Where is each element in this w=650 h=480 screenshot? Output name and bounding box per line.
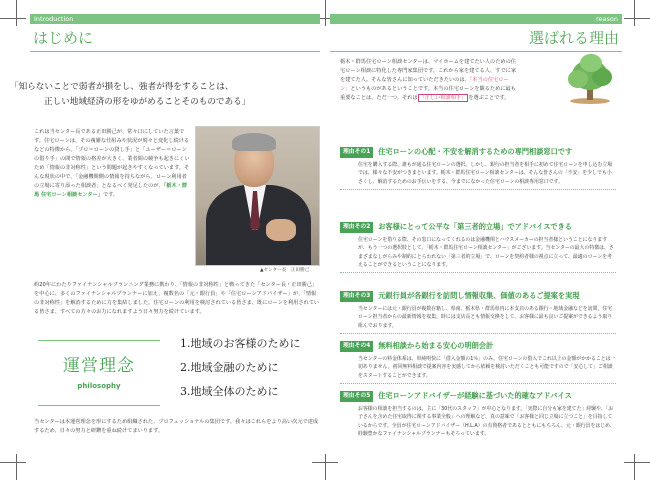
- section-band: Introduction: [30, 14, 320, 24]
- right-page: [330, 14, 622, 466]
- reason-body: 住宅を購入する際、誰もが通る住宅ローンの選択。しかし、銀行の担当者を相手に初めて住宅ローンを申し込む立場では、様々な不安がつきまといます。栃木・群馬住宅ローン相談センターは、そんな皆さんの「不安」を少しでも小さくし、解消するためのお手伝いをする、今までになかった住宅ローンの相談専用窓口です。: [358, 162, 613, 185]
- director-photo: [195, 126, 320, 266]
- philosophy-heading: [38, 340, 160, 406]
- reason-title: お客様にとって公平な「第三者的立場」でアドバイスできる: [378, 222, 572, 231]
- intro-paragraph: [34, 128, 190, 200]
- text-run: です。: [102, 192, 119, 198]
- crop-mark: [16, 0, 17, 26]
- reason-item-4: [340, 340, 616, 384]
- reason-intro: [340, 58, 516, 103]
- reason-label: 理由その2: [340, 222, 373, 233]
- quote-line: 正しい地域経済の形をゆがめることそのものである」: [44, 97, 251, 107]
- text-run: 栃木・群馬住宅ローン相談センターは、マイホームを建てたい人のための住宅ローン相談に特化した専門家集団です。これから家を建てる人、すでに家を建てた人。そんな皆さんに知っていただきたいのは、: [340, 59, 517, 83]
- photo-caption: ▲センター長 正田勝己: [260, 268, 310, 273]
- reason-label: 理由その3: [340, 291, 373, 302]
- reason-body: お客様の相談を担当するのは、主に「30代のスタッフ」が中心となります。「実際に自分も家を建てた」経験や、「お子さんを含めた住宅取得に関する事業全般」への理解など、真の意味で「お客様と同じ立場に立つこと」を目指しているからです。全員が住宅ローンアドバイザー（H.L.A）の有資格者であるとともにもちろん、元・銀行員をはじめ、経験豊かなファイナンシャルプランナーもそろっています。: [358, 406, 615, 437]
- list-item: 2.地域金融のために: [180, 361, 279, 374]
- pink-highlight: 「本当の住宅ローン」: [340, 77, 509, 92]
- section-band: reason: [330, 14, 622, 24]
- closing-paragraph: 当センターは本運営理念を形にするため組織された、プロフェッショナルの集団です。我々はこれらをより高い次元で達成するため、日々の努力と研鑽を重ね続けてまいります。: [34, 419, 319, 434]
- page-title: 選ばれる理由: [528, 29, 619, 47]
- reason-label: 理由その5: [340, 391, 373, 402]
- list-item: 3.地域全体のために: [180, 385, 279, 398]
- text-run: を選ぶことです。: [468, 95, 510, 101]
- boxed-highlight: 「正しい相談相手」: [419, 95, 467, 101]
- reason-item-5: [340, 390, 616, 438]
- text-run: これは当センター長である正田勝己が、常々口にしていた言葉です。住宅ローンは、その複雑な仕組みや状況が刻々と変化し続けるなどの特徴から、「プロ＝ローンの貸し手」と「ユーザー＝ローンの借り手」の間で情報の格差が大きく、業者間の競争も起きにくいため「情報の非対称性」という問題が起きやすくなっています。そんな現状の中で、「金融機関側の情報を持ちながら、ローン利用者の立場に寄り添った相談者」となるべく発足したのが、: [34, 129, 190, 189]
- reason-body: 当センターの料金体系は、単純明快に「借入金額の1％」のみ。住宅ローンの借入でこれ以上の金額がかかることは一切ありません。初回無料相談で提案内容を実感してから依頼を検討いただくことも可能ですので「安心して」ご相談をスタートすることができます。: [358, 356, 616, 379]
- philosophy-subtitle: philosophy: [77, 382, 121, 390]
- philosophy-list: [180, 332, 301, 404]
- text-run: というものがあるということです。本当の住宅ローンを観るために最も重要なことは、ただ一つ。それは: [340, 86, 516, 101]
- crop-mark: [325, 454, 326, 480]
- divider: [340, 333, 616, 334]
- reason-label: 理由その4: [340, 341, 373, 352]
- left-page: [10, 14, 320, 466]
- quote-line: 「知らないことで弱者が損をし、強者が得をすることは、: [10, 82, 234, 92]
- crop-mark: [0, 18, 26, 19]
- crop-mark: [325, 0, 326, 26]
- mission-paragraph: 約20年にわたりファイナンシャルプランニング業務に携わり、「情報の非対称性」と戦ってきた「センター長・正田勝己」を中心に、多くのファイナンシャルプランナーに加え、複数名の「元・銀行員」や「住宅ローンアドバイザー」が、「情報の非対称性」を解消するために力を集結しました。住宅ローンの利用を検討されている皆さま、既にローンを利用されている皆さま、すべての方々のお力になれますよう日々努力を続けています。: [34, 282, 320, 315]
- reason-title: 無料相談から始まる安心の明朗会計: [378, 341, 494, 350]
- crop-mark: [0, 462, 26, 463]
- divider: [340, 189, 616, 190]
- reason-item-2: [340, 221, 616, 273]
- philosophy-title: 運営理念: [63, 356, 135, 376]
- crop-mark: [624, 18, 650, 19]
- crop-mark: [634, 454, 635, 480]
- crop-mark: [634, 0, 635, 26]
- center-name-highlight: 「栃木・群馬 住宅ローン相談センター」: [34, 183, 188, 198]
- tree-illustration: [566, 54, 614, 106]
- crop-mark: [16, 454, 17, 480]
- reason-title: 住宅ローンアドバイザーが経験に基づいた的確なアドバイス: [378, 391, 572, 400]
- list-item: 1.地域のお客様のために: [180, 337, 301, 350]
- reason-body: 住宅ローンを借りる際、その窓口になってくれるのは金融機関とハウスメーカーの担当者様ということになりますが、もう一つの選択肢として、「栃木・群馬住宅ローン相談センター」がございます。当センターの最大の特徴は、さまざまなしがらみや制約にとらわれない「第三者的立場」で、ローンを契約者様の視点に立って、最適のローンを考えることができるということになります。: [358, 237, 614, 268]
- reason-body: 当センターには元・銀行員が複数在籍し、県南、栃木県・群馬県内に本支店のある銀行・地域金融などを訪問。住宅ローン担当者からの最新情報を収集。時には支店長とも情報交換をして、お客様に最も良いご提案ができるよう取り組んでおります。: [358, 306, 613, 329]
- divider: [30, 51, 320, 52]
- quote: [10, 80, 288, 110]
- reason-item-3: [340, 290, 616, 334]
- crop-mark: [624, 462, 650, 463]
- reason-title: 元銀行員が各銀行を訪問し情報収集、価値のあるご提案を実現: [378, 291, 580, 300]
- reason-label: 理由その1: [340, 147, 373, 158]
- page-title: はじめに: [33, 29, 94, 47]
- divider: [340, 383, 616, 384]
- divider: [340, 272, 616, 273]
- divider: [330, 51, 622, 52]
- reason-item-1: [340, 146, 616, 190]
- reason-title: 住宅ローンの心配・不安を解消するための専門相談窓口です: [378, 147, 573, 156]
